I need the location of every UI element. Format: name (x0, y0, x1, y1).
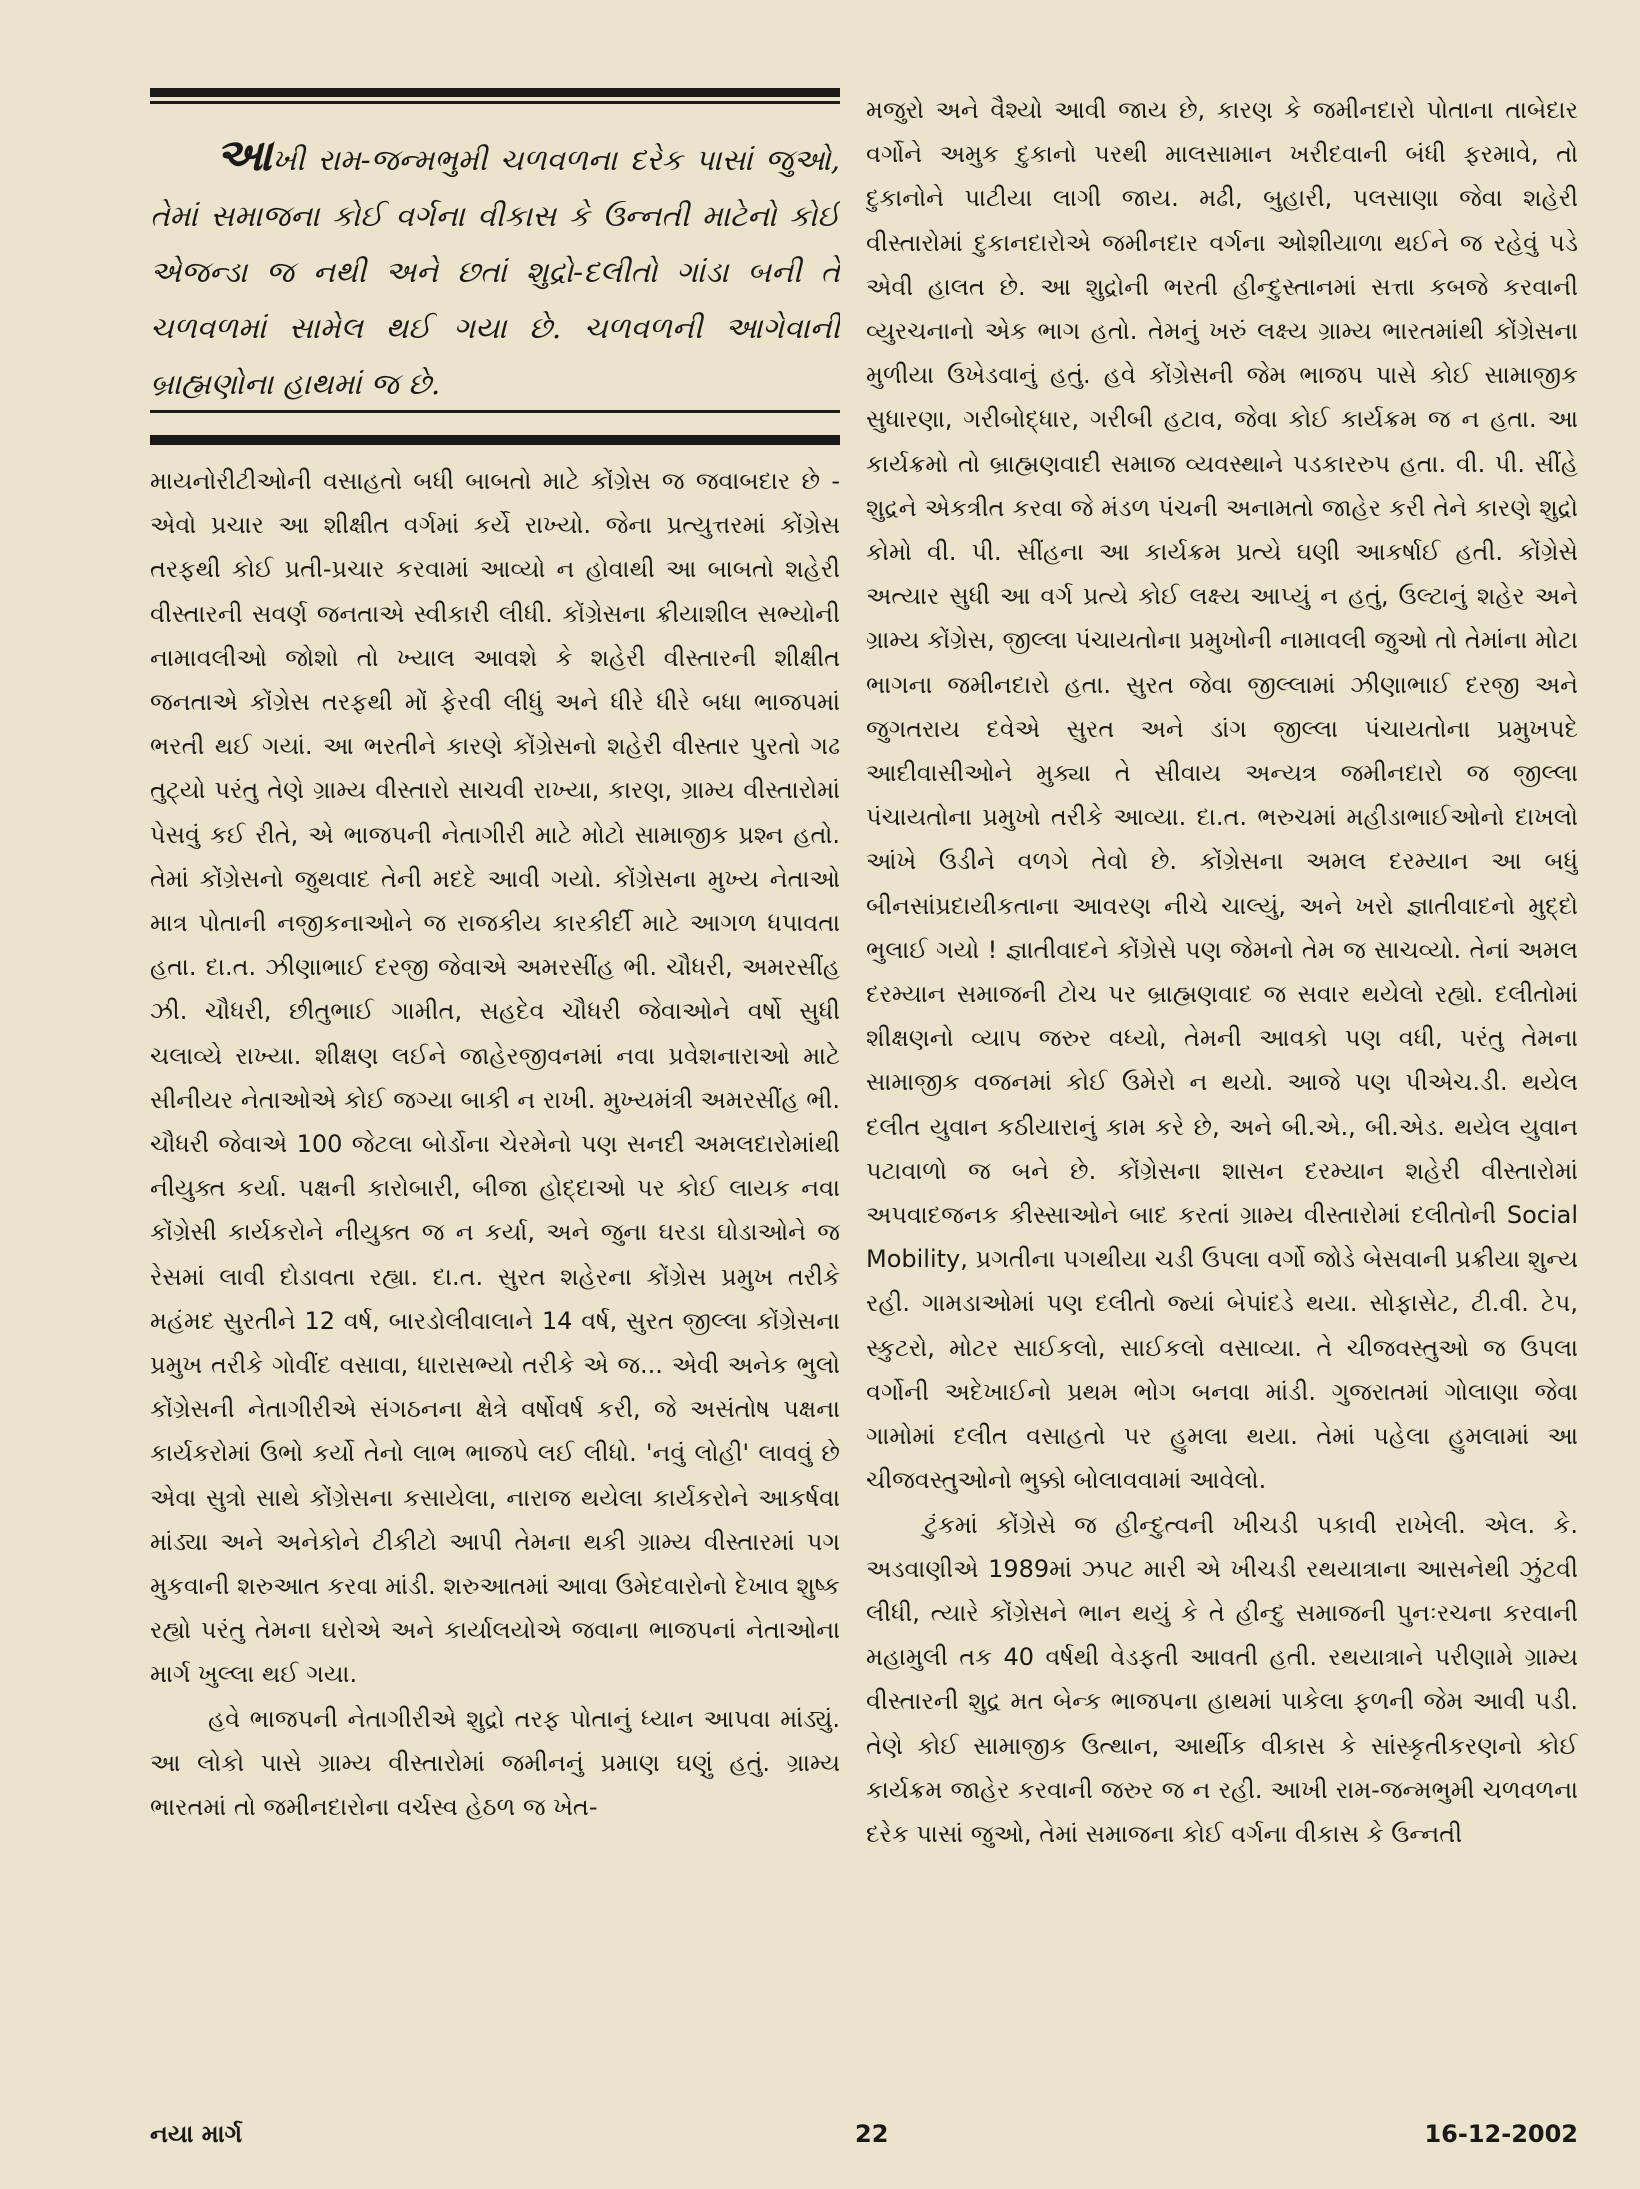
pullquote-top-rule (150, 88, 840, 97)
right-body (866, 88, 1578, 2106)
left-column (150, 88, 840, 2029)
pullquote-bottom-rule-thick (150, 435, 840, 445)
left-paragraph-1: માયનોરીટીઓની વસાહતો બધી બાબતો માટે કોંગ્રેસ જ જવાબદાર છે - એવો પ્રચાર આ શીક્ષીત વર્ગમાં કર્યે રાખ્યો. જેના પ્રત્યુત્તરમાં કોંગ્રેસ તરફથી કોઈ પ્રતી-પ્રચાર કરવામાં આવ્યો ન હોવાથી આ બાબતો શહેરી વીસ્તારની સવર્ણ જનતાએ સ્વીકારી લીધી. કોંગ્રેસના ક્રીયાશીલ સભ્યોની નામાવલીઓ જોશો તો ખ્યાલ આવશે કે શહેરી વીસ્તારની શીક્ષીત જનતાએ કોંગ્રેસ તરફથી મોં ફેરવી લીધું અને ધીરે ધીરે બધા ભાજપમાં ભરતી થઈ ગયાં. આ ભરતીને કારણે કોંગ્રેસનો શહેરી વીસ્તાર પુરતો ગઢ તુટ્યો પરંતુ તેણે ગ્રામ્ય વીસ્તારો સાચવી રાખ્યા, કારણ, ગ્રામ્ય વીસ્તારોમાં પેસવું કઈ રીતે, એ ભાજપની નેતાગીરી માટે મોટો સામાજીક પ્રશ્ન હતો. તેમાં કોંગ્રેસનો જુથવાદ તેની મદદે આવી ગયો. કોંગ્રેસના મુખ્ય નેતાઓ માત્ર પોતાની નજીકનાઓને જ રાજકીય કારકીર્દી માટે આગળ ધપાવતા હતા. દા.ત. ઝીણાભાઈ દરજી જેવાએ અમરસીંહ ભી. ચૌધરી, અમરસીંહ ઝી. ચૌધરી, છીતુભાઈ ગામીત, સહદેવ ચૌધરી જેવાઓને વર્ષો સુધી ચલાવ્યે રાખ્યા. શીક્ષણ લઈને જાહેરજીવનમાં નવા પ્રવેશનારાઓ માટે સીનીયર નેતાઓએ કોઈ જગ્યા બાકી ન રાખી. મુખ્યમંત્રી અમરસીંહ ભી. ચૌધરી જેવાએ 100 જેટલા બોર્ડોના ચેરમેનો પણ સનદી અમલદારોમાંથી નીયુક્ત કર્યા. પક્ષની કારોબારી, બીજા હોદ્દાઓ પર કોઈ લાયક નવા કોંગ્રેસી કાર્યકરોને નીયુક્ત જ ન કર્યા, અને જુના ઘરડા ઘોડાઓને જ રેસમાં લાવી દોડાવતા રહ્યા. દા.ત. સુરત શહેરના કોંગ્રેસ પ્રમુખ તરીકે મહંમદ સુરતીને 12 વર્ષ, બારડોલીવાલાને 14 વર્ષ, સુરત જીલ્લા કોંગ્રેસના પ્રમુખ તરીકે ગોવીંદ વસાવા, ધારાસભ્યો તરીકે એ જ... એવી અનેક ભુલો કોંગ્રેસની નેતાગીરીએ સંગઠનના ક્ષેત્રે વર્ષોવર્ષ કરી, જે અસંતોષ પક્ષના કાર્યકરોમાં ઉભો કર્યો તેનો લાભ ભાજપે લઈ લીધો. 'નવું લોહી' લાવવું છે એવા સુત્રો સાથે કોંગ્રેસના કસાયેલા, નારાજ થયેલા કાર્યકરોને આકર્ષવા માંડ્યા અને અનેકોને ટીકીટો આપી તેમના થકી ગ્રામ્ય વીસ્તારમાં પગ મુકવાની શરુઆત કરવા માંડી. શરુઆતમાં આવા ઉમેદવારોનો દેખાવ શુષ્ક રહ્યો પરંતુ તેમના ઘરોએ અને કાર્યાલયોએ જવાના ભાજપનાં નેતાઓના માર્ગ ખુલ્લા થઈ ગયા. (150, 467, 840, 1689)
left-body (150, 459, 840, 2029)
publication-name: નયા માર્ગ (150, 2120, 243, 2148)
left-paragraph-2: હવે ભાજપની નેતાગીરીએ શુદ્રો તરફ પોતાનું ધ્યાન આપવા માંડ્યું. આ લોકો પાસે ગ્રામ્ય વીસ્તારોમાં જમીનનું પ્રમાણ ઘણું હતું. ગ્રામ્ય ભારતમાં તો જમીનદારોના વર્ચસ્વ હેઠળ જ ખેત- (150, 1704, 840, 1822)
pullquote-dropcap: આ (216, 130, 272, 181)
right-paragraph-2: ટુંકમાં કોંગ્રેસે જ હીન્દુત્વની ખીચડી પકાવી રાખેલી. એલ. કે. અડવાણીએ 1989માં ઝપટ મારી એ ખીચડી રથયાત્રાના આસનેથી ઝુંટવી લીધી, ત્યારે કોંગ્રેસને ભાન થયું કે તે હીન્દુ સમાજની પુનઃરચના કરવાની મહામુલી તક 40 વર્ષથી વેડફતી આવતી હતી. રથયાત્રાને પરીણામે ગ્રામ્ય વીસ્તારની શુદ્ર મત બેન્ક ભાજપના હાથમાં પાકેલા ફળની જેમ આવી પડી. તેણે કોઈ સામાજીક ઉત્થાન, આર્થીક વીકાસ કે સાંસ્કૃતીકરણનો કોઈ કાર્યક્રમ જાહેર કરવાની જરુર જ ન રહી. આખી રામ-જન્મભુમી ચળવળના દરેક પાસાં જુઓ, તેમાં સમાજના કોઈ વર્ગના વીકાસ કે ઉન્નતી (866, 1510, 1578, 1848)
issue-date: 16-12-2002 (1424, 2120, 1578, 2148)
right-paragraph-1: મજુરો અને વૈશ્યો આવી જાય છે, કારણ કે જમીનદારો પોતાના તાબેદાર વર્ગોને અમુક દુકાનો પરથી માલસામાન ખરીદવાની બંધી ફરમાવે, તો દુકાનોને પાટીયા લાગી જાય. મઢી, બુહારી, પલસાણા જેવા શહેરી વીસ્તારોમાં દુકાનદારોએ જમીનદાર વર્ગના ઓશીયાળા થઈને જ રહેવું પડે એવી હાલત છે. આ શુદ્રોની ભરતી હીન્દુસ્તાનમાં સત્તા કબજે કરવાની વ્યુરચનાનો એક ભાગ હતો. તેમનું ખરું લક્ષ્ય ગ્રામ્ય ભારતમાંથી કોંગ્રેસના મુળીયા ઉખેડવાનું હતું. હવે કોંગ્રેસની જેમ ભાજપ પાસે કોઈ સામાજીક સુધારણા, ગરીબોદ્ધાર, ગરીબી હટાવ, જેવા કોઈ કાર્યક્રમ જ ન હતા. આ કાર્યક્રમો તો બ્રાહ્મણવાદી સમાજ વ્યવસ્થાને પડકારરુપ હતા. વી. પી. સીંહે શુદ્રને એકત્રીત કરવા જે મંડળ પંચની અનામતો જાહેર કરી તેને કારણે શુદ્રો કોમો વી. પી. સીંહના આ કાર્યક્રમ પ્રત્યે ઘણી આકર્ષાઈ હતી. કોંગ્રેસે અત્યાર સુધી આ વર્ગ પ્રત્યે કોઈ લક્ષ્ય આપ્યું ન હતું, ઉલ્ટાનું શહેર અને ગ્રામ્ય કોંગ્રેસ, જીલ્લા પંચાયતોના પ્રમુખોની નામાવલી જુઓ તો તેમાંના મોટા ભાગના જમીનદારો હતા. સુરત જેવા જીલ્લામાં ઝીણાભાઈ દરજી અને જુગતરાય દવેએ સુરત અને ડાંગ જીલ્લા પંચાયતોના પ્રમુખપદે આદીવાસીઓને મુક્યા તે સીવાય અન્યત્ર જમીનદારો જ જીલ્લા પંચાયતોના પ્રમુખો તરીકે આવ્યા. દા.ત. ભરુચમાં મહીડાભાઈઓનો દાખલો આંખે ઉડીને વળગે તેવો છે. કોંગ્રેસના અમલ દરમ્યાન આ બધું બીનસાંપ્રદાયીકતાના આવરણ નીચે ચાલ્યું, અને ખરો જ્ઞાતીવાદનો મુદ્દો ભુલાઈ ગયો ! જ્ઞાતીવાદને કોંગ્રેસે પણ જેમનો તેમ જ સાચવ્યો. તેનાં અમલ દરમ્યાન સમાજની ટોચ પર બ્રાહ્મણવાદ જ સવાર થયેલો રહ્યો. દલીતોમાં શીક્ષણનો વ્યાપ જરુર વધ્યો, તેમની આવકો પણ વધી, પરંતુ તેમના સામાજીક વજનમાં કોઈ ઉમેરો ન થયો. આજે પણ પીએચ.ડી. થયેલ દલીત યુવાન કઠીયારાનું કામ કરે છે, અને બી.એ., બી.એડ. થયેલ યુવાન પટાવાળો જ બને છે. કોંગ્રેસના શાસન દરમ્યાન શહેરી વીસ્તારોમાં અપવાદજનક કીસ્સાઓને બાદ કરતાં ગ્રામ્ય વીસ્તારોમાં દલીતોની Social Mobility, પ્રગતીના પગથીયા ચડી ઉપલા વર્ગો જોડે બેસવાની પ્રક્રીયા શુન્ય રહી. ગામડાઓમાં પણ દલીતો જ્યાં બેપાંદડે થયા. સોફાસેટ, ટી.વી. ટેપ, સ્કુટરો, મોટર સાઈકલો, સાઈકલો વસાવ્યા. તે ચીજવસ્તુઓ જ ઉપલા વર્ગોની અદેખાઈનો પ્રથમ ભોગ બનવા માંડી. ગુજરાતમાં ગોલાણા જેવા ગામોમાં દલીત વસાહતો પર હુમલા થયા. તેમાં પહેલા હુમલામાં આ ચીજવસ્તુઓનો ભુક્કો બોલાવવામાં આવેલો. (866, 96, 1578, 1495)
right-column (866, 88, 1578, 2106)
pullquote-text: ખી રામ-જન્મભુમી ચળવળના દરેક પાસાં જુઓ, તેમાં સમાજના કોઈ વર્ગના વીકાસ કે ઉન્નતી માટેનો કોઈ એજન્ડા જ નથી અને છતાં શુદ્રો-દલીતો ગાંડા બની તે ચળવળમાં સામેલ થઈ ગયા છે. ચળવળની આગેવાની બ્રાહ્મણોના હાથમાં જ છે. (150, 143, 840, 401)
pullquote (150, 104, 840, 410)
page-footer (150, 2120, 1578, 2160)
page-number: 22 (855, 2120, 889, 2148)
pullquote-bottom-rule (150, 410, 840, 413)
